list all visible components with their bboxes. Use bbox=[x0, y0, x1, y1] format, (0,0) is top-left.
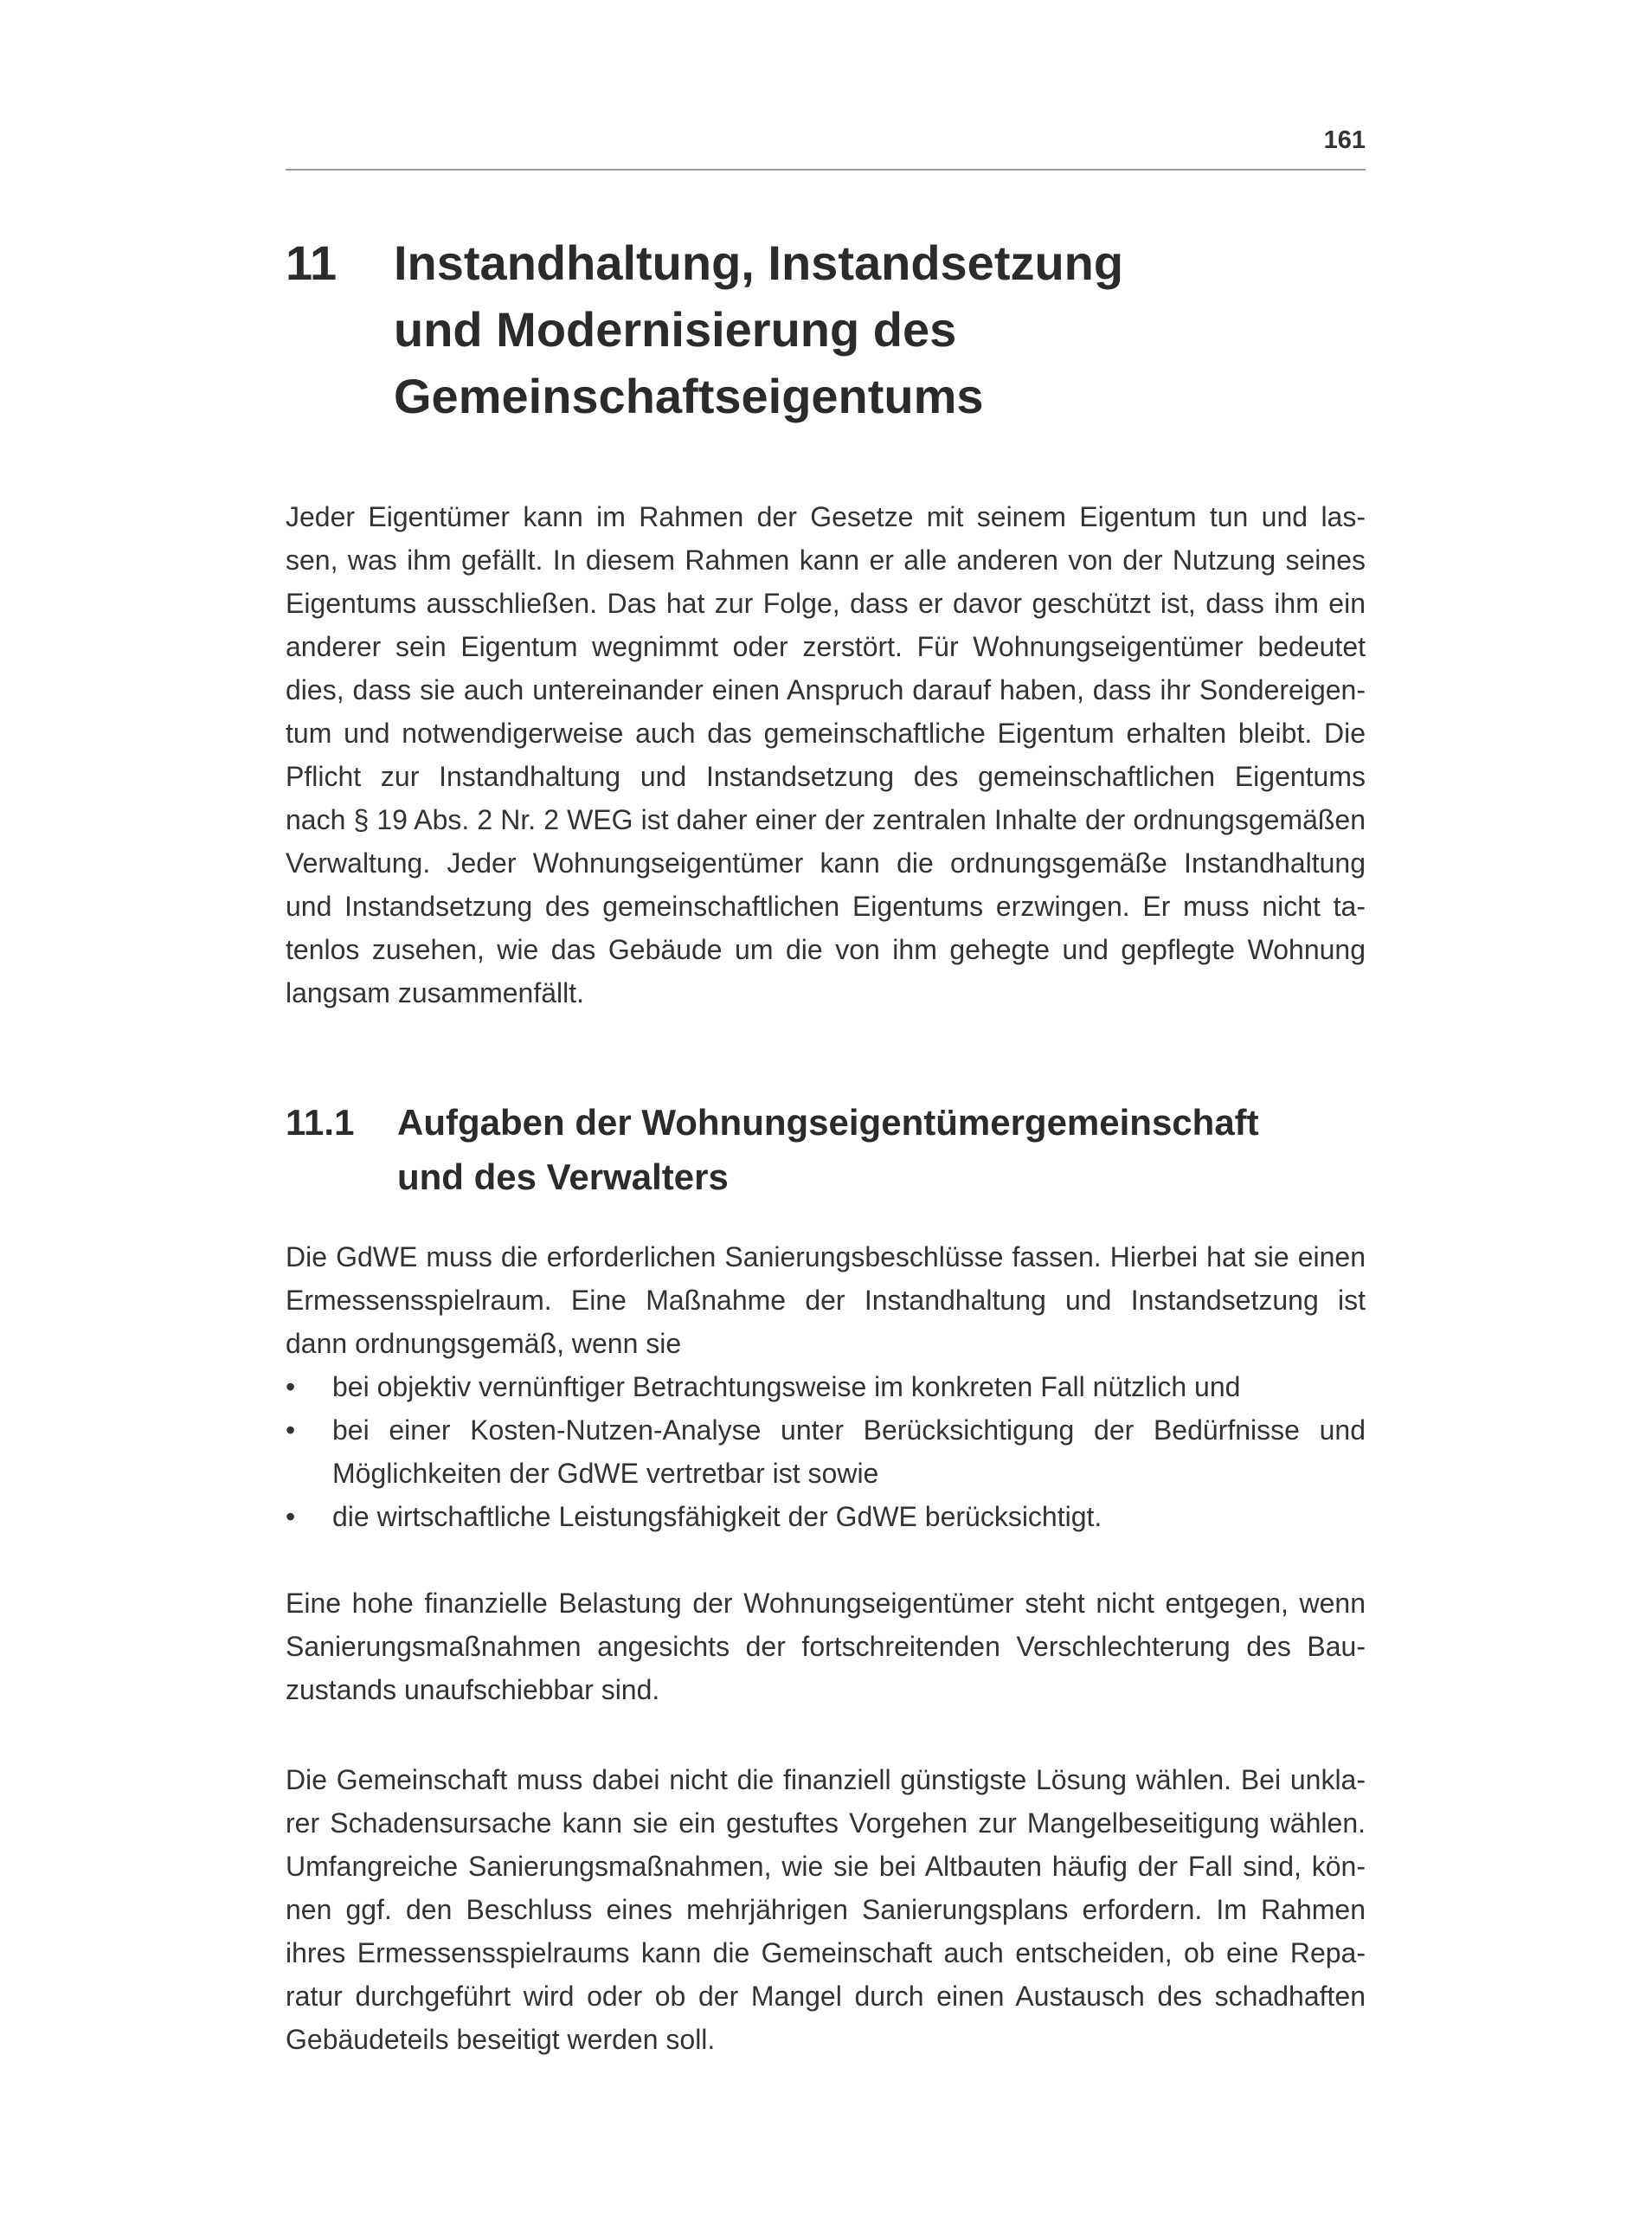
text-line: Sanierungsmaßnahmen angesichts der fortschreitenden Verschlechterung des Bau- bbox=[286, 1631, 1366, 1662]
section-title-line: Aufgaben der Wohnungseigentümergemeinschaft bbox=[397, 1102, 1259, 1143]
text-line: die wirtschaftliche Leistungsfähigkeit der GdWE berücksichtigt. bbox=[332, 1501, 1102, 1532]
chapter-number: 11 bbox=[286, 235, 337, 290]
list-item bbox=[286, 1365, 1366, 1408]
text-line: bei objektiv vernünftiger Betrachtungsweise im konkreten Fall nützlich und bbox=[332, 1371, 1241, 1402]
text-line: tenlos zusehen, wie das Gebäude um die von ihm gehegte und gepflegte Wohnung bbox=[286, 934, 1366, 965]
section-title bbox=[397, 1095, 1349, 1204]
text-line: Eine hohe finanzielle Belastung der Wohnungseigentümer steht nicht entgegen, wenn bbox=[286, 1588, 1366, 1619]
text-line: tum und notwendigerweise auch das gemeinschaftliche Eigentum erhalten bleibt. Die bbox=[286, 718, 1366, 749]
chapter-title bbox=[394, 229, 1346, 429]
text-line: Pflicht zur Instandhaltung und Instandsetzung des gemeinschaftlichen Eigentums bbox=[286, 761, 1366, 792]
text-line: langsam zusammenfällt. bbox=[286, 977, 585, 1008]
text-line: ihres Ermessensspielraums kann die Gemeinschaft auch entscheiden, ob eine Repa- bbox=[286, 1937, 1366, 1968]
chapter-title-line: und Modernisierung des bbox=[394, 302, 957, 357]
text-line: Umfangreiche Sanierungsmaßnahmen, wie sie bei Altbauten häufig der Fall sind, kön- bbox=[286, 1851, 1366, 1882]
bullet-icon: • bbox=[286, 1414, 296, 1446]
chapter-title-line: Instandhaltung, Instandsetzung bbox=[394, 235, 1124, 290]
intro-paragraph bbox=[286, 495, 1366, 1015]
text-line: anderer sein Eigentum wegnimmt oder zerstört. Für Wohnungseigentümer bedeutet bbox=[286, 631, 1366, 662]
text-line: bei einer Kosten-Nutzen-Analyse unter Berücksichtigung der Bedürfnisse und bbox=[332, 1414, 1366, 1446]
text-line: Jeder Eigentümer kann im Rahmen der Gesetze mit seinem Eigentum tun und las- bbox=[286, 501, 1366, 532]
text-line: dies, dass sie auch untereinander einen Anspruch darauf haben, dass ihr Sondereigen- bbox=[286, 674, 1366, 705]
bullet-icon: • bbox=[286, 1371, 296, 1402]
text-line: Eigentums ausschließen. Das hat zur Folge, dass er davor geschützt ist, dass ihm ein bbox=[286, 588, 1366, 619]
header-rule bbox=[286, 169, 1366, 171]
text-line: dann ordnungsgemäß, wenn sie bbox=[286, 1328, 682, 1359]
text-line: Möglichkeiten der GdWE vertretbar ist sowie bbox=[332, 1458, 879, 1489]
text-line: Gebäudeteils beseitigt werden soll. bbox=[286, 2024, 716, 2055]
list-item bbox=[286, 1495, 1366, 1538]
text-line: rer Schadensursache kann sie ein gestuftes Vorgehen zur Mangelbeseitigung wählen. bbox=[286, 1807, 1366, 1839]
chapter-title-line: Gemeinschaftseigentums bbox=[394, 369, 984, 423]
text-line: nen ggf. den Beschluss eines mehrjährigen Sanierungsplans erfordern. Im Rahmen bbox=[286, 1894, 1366, 1925]
text-line: und Instandsetzung des gemeinschaftlichen Eigentums erzwingen. Er muss nicht ta- bbox=[286, 891, 1366, 922]
text-line: Verwaltung. Jeder Wohnungseigentümer kann die ordnungsgemäße Instandhaltung bbox=[286, 847, 1366, 879]
section-number: 11.1 bbox=[286, 1102, 355, 1143]
bullet-icon: • bbox=[286, 1501, 296, 1532]
text-line: Die Gemeinschaft muss dabei nicht die finanziell günstigste Lösung wählen. Bei unkla- bbox=[286, 1764, 1366, 1795]
section-intro-paragraph bbox=[286, 1235, 1366, 1365]
text-line: ratur durchgeführt wird oder ob der Mangel durch einen Austausch des schadhaften bbox=[286, 1981, 1366, 2012]
paragraph-2 bbox=[286, 1581, 1366, 1711]
paragraph-3 bbox=[286, 1758, 1366, 2061]
text-line: nach § 19 Abs. 2 Nr. 2 WEG ist daher einer der zentralen Inhalte der ordnungsgemäßen bbox=[286, 804, 1366, 835]
text-line: sen, was ihm gefällt. In diesem Rahmen kann er alle anderen von der Nutzung seines bbox=[286, 544, 1366, 576]
page-number: 161 bbox=[1323, 126, 1366, 154]
bullet-list bbox=[286, 1365, 1366, 1538]
section-title-line: und des Verwalters bbox=[397, 1156, 729, 1197]
text-line: Die GdWE muss die erforderlichen Sanierungsbeschlüsse fassen. Hierbei hat sie einen bbox=[286, 1241, 1366, 1272]
text-line: Ermessensspielraum. Eine Maßnahme der Instandhaltung und Instandsetzung ist bbox=[286, 1285, 1366, 1316]
text-line: zustands unaufschiebbar sind. bbox=[286, 1674, 660, 1705]
list-item bbox=[286, 1408, 1366, 1495]
